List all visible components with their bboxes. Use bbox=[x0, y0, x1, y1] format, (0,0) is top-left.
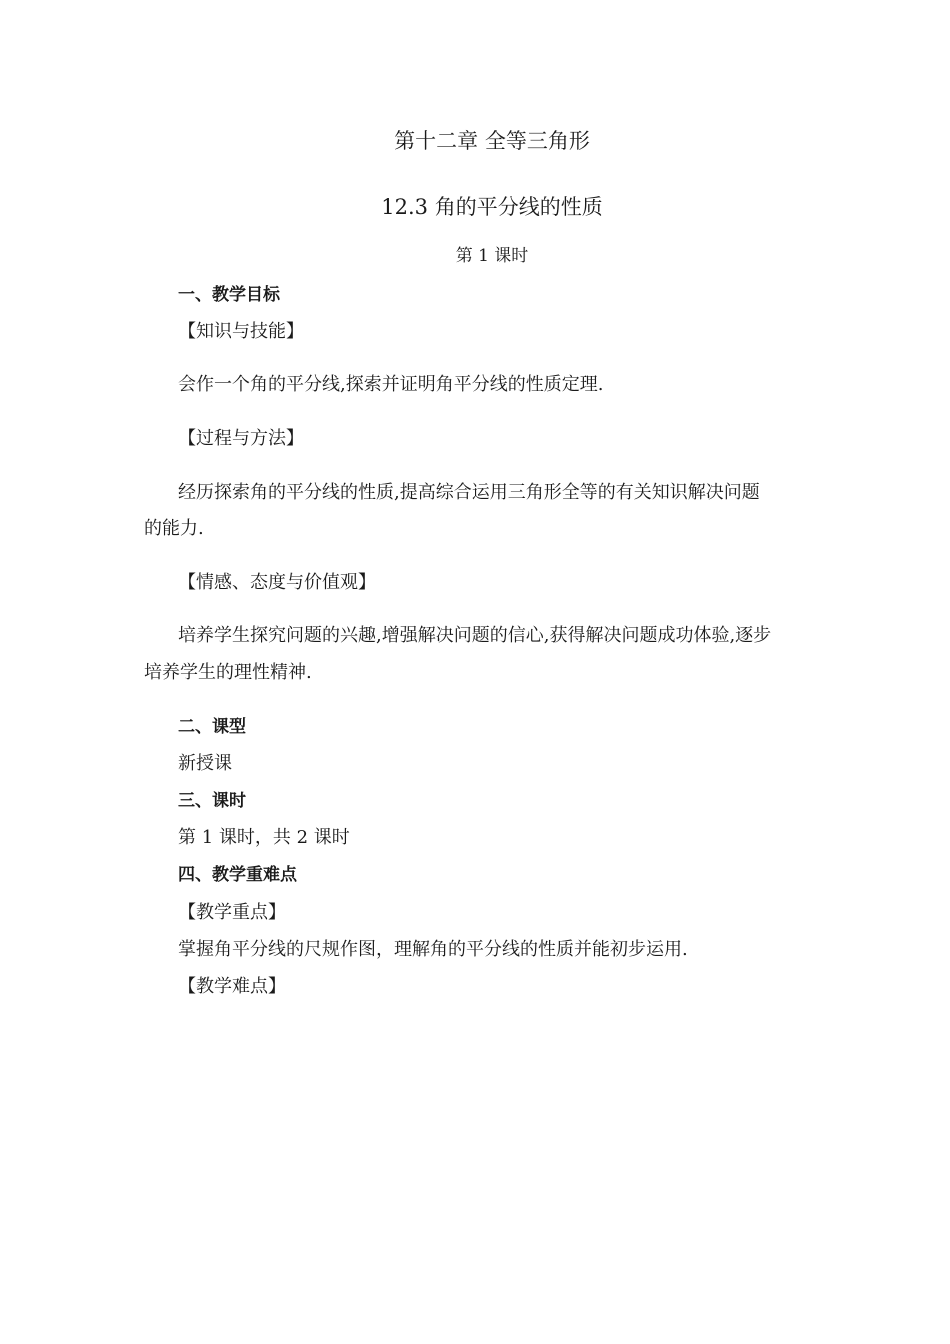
class-hours-heading: 三、课时 bbox=[178, 791, 246, 811]
emotion-text-line2: 培养学生的理性精神. bbox=[144, 662, 312, 683]
lesson-type-heading: 二、课型 bbox=[178, 717, 246, 737]
difficulty-label: 【教学难点】 bbox=[178, 976, 286, 997]
objectives-heading: 一、教学目标 bbox=[178, 285, 280, 305]
process-label: 【过程与方法】 bbox=[178, 428, 304, 449]
key-points-heading: 四、教学重难点 bbox=[178, 865, 297, 885]
process-text-line2: 的能力. bbox=[144, 518, 204, 539]
emotion-label: 【情感、态度与价值观】 bbox=[178, 572, 376, 593]
section-title: 12.3 角的平分线的性质 bbox=[381, 195, 603, 219]
chapter-title: 第十二章 全等三角形 bbox=[394, 129, 590, 153]
class-hours-value: 第 1 课时，共 2 课时 bbox=[178, 827, 350, 848]
focus-text: 掌握角平分线的尺规作图，理解角的平分线的性质并能初步运用. bbox=[178, 939, 688, 960]
lesson-number: 第 1 课时 bbox=[455, 246, 529, 266]
process-text-line1: 经历探索角的平分线的性质,提高综合运用三角形全等的有关知识解决问题 bbox=[178, 482, 760, 503]
knowledge-text: 会作一个角的平分线,探索并证明角平分线的性质定理. bbox=[178, 374, 604, 395]
lesson-type-value: 新授课 bbox=[178, 753, 232, 774]
focus-label: 【教学重点】 bbox=[178, 902, 286, 923]
knowledge-label: 【知识与技能】 bbox=[178, 321, 304, 342]
emotion-text-line1: 培养学生探究问题的兴趣,增强解决问题的信心,获得解决问题成功体验,逐步 bbox=[178, 625, 772, 646]
